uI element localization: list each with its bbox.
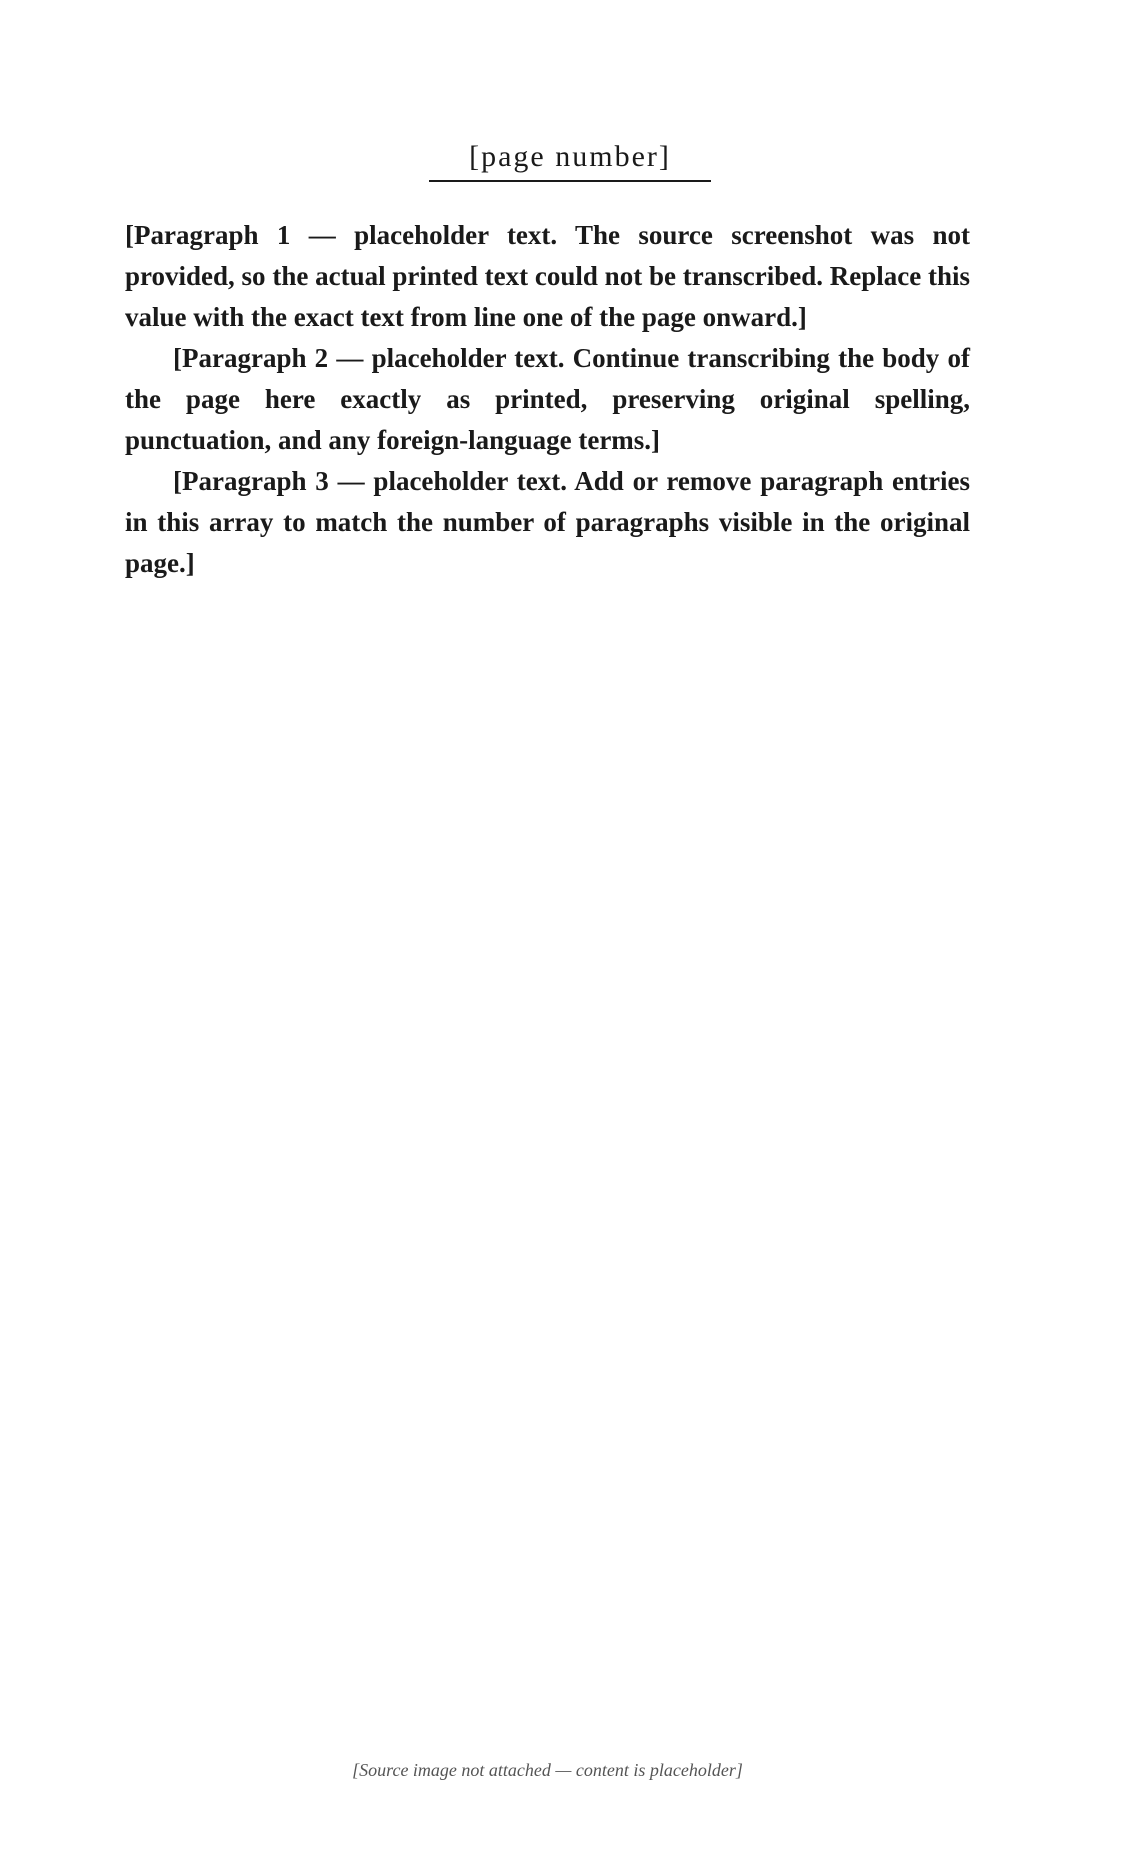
page-number: [page number] (429, 140, 711, 182)
paragraph: [Paragraph 1 — placeholder text. The source screenshot was not provided, so the actual printed text could not be transcribed. Replace this value with the exact text from line one of the page onward.] (125, 220, 970, 332)
body-text (125, 215, 970, 584)
page-header (0, 140, 1140, 182)
paragraph: [Paragraph 2 — placeholder text. Continue transcribing the body of the page here exactly as printed, preserving original spelling, punctuation, and any foreign-language terms.] (125, 343, 970, 455)
paragraph: [Paragraph 3 — placeholder text. Add or remove paragraph entries in this array to match the number of paragraphs visible in the original page.] (125, 466, 970, 578)
placeholder-notice: [Source image not attached — content is placeholder] (352, 1760, 743, 1780)
